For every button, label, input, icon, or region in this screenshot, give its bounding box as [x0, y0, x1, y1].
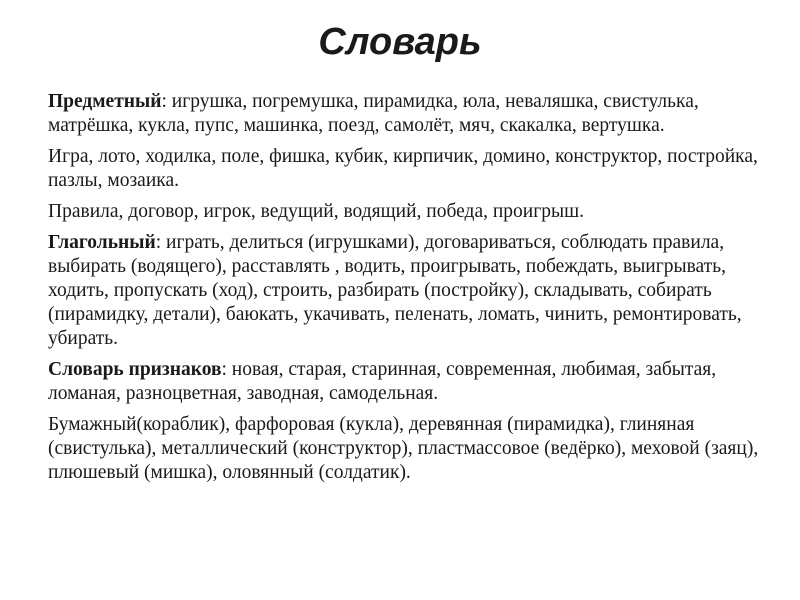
- paragraph-text: : игрушка, погремушка, пирамидка, юла, неваляшка, свистулька, матрёшка, кукла, пупс, машинка, поезд, самолёт, мяч, скакалка, вертушка.: [48, 91, 699, 136]
- slide-title: Словарь: [318, 21, 482, 63]
- term-label: Предметный: [48, 91, 162, 112]
- paragraph-attribute-vocabulary: [48, 358, 768, 406]
- paragraph-materials: [48, 413, 768, 485]
- paragraph-text: Правила, договор, игрок, ведущий, водящий, победа, проигрыш.: [48, 201, 584, 222]
- paragraph-text: Бумажный(кораблик), фарфоровая (кукла), деревянная (пирамидка), глиняная (свистулька), металлический (конструктор), пластмассовое (ведёрко), меховой (заяц), плюшевый (мишка), оловянный (солдатик).: [48, 414, 759, 483]
- term-label: Глагольный: [48, 232, 156, 253]
- slide-content: [48, 90, 768, 492]
- paragraph-subject-vocabulary: [48, 90, 768, 138]
- paragraph-text: : новая, старая, старинная, современная, любимая, забытая, ломаная, разноцветная, заводная, самодельная.: [48, 359, 717, 404]
- paragraph-game-items: [48, 145, 768, 193]
- paragraph-text: Игра, лото, ходилка, поле, фишка, кубик, кирпичик, домино, конструктор, постройка, пазлы, мозаика.: [48, 146, 758, 191]
- paragraph-verb-vocabulary: [48, 231, 768, 351]
- paragraph-rules: [48, 200, 768, 224]
- term-label: Словарь признаков: [48, 359, 222, 380]
- paragraph-text: : играть, делиться (игрушками), договариваться, соблюдать правила, выбирать (водящего), расставлять , водить, проигрывать, побеждать, выигрывать, ходить, пропускать (ход), строить, разбирать (постройку), складывать, собирать (пирамидку, детали), баюкать, укачивать, пеленать, ломать, чинить, ремонтировать, убирать.: [48, 232, 742, 349]
